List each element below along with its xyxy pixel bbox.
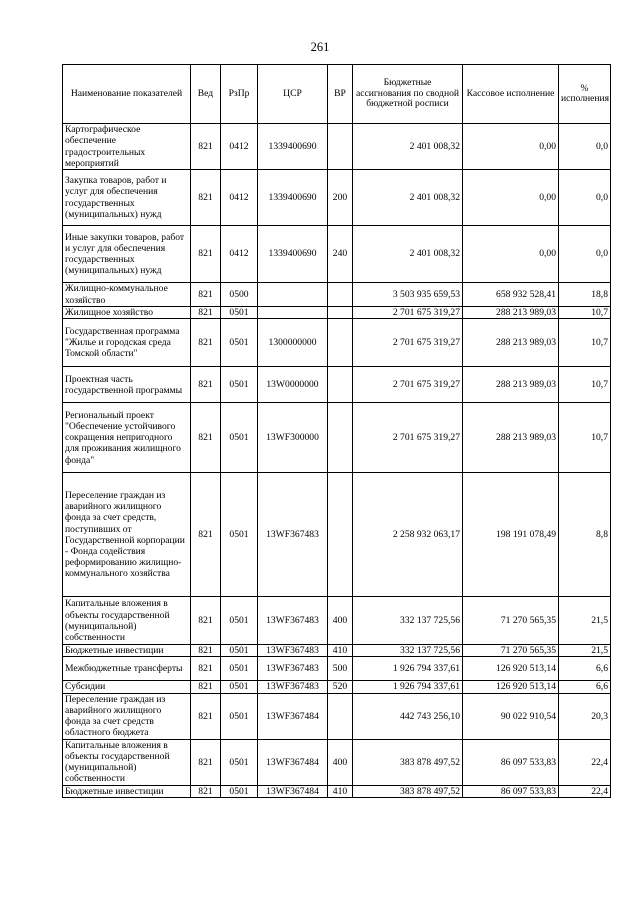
cell-ved: 821 <box>191 319 221 367</box>
cell-csr <box>258 307 328 319</box>
cell-rzpr: 0501 <box>221 693 258 739</box>
cell-budget: 1 926 794 337,61 <box>353 681 463 693</box>
cell-vr: 400 <box>328 739 353 785</box>
cell-vr <box>328 693 353 739</box>
cell-vr: 410 <box>328 785 353 797</box>
cell-ved: 821 <box>191 597 221 645</box>
table-row <box>63 283 611 307</box>
header-vr: ВР <box>328 65 353 124</box>
cell-rzpr: 0501 <box>221 319 258 367</box>
cell-budget: 2 401 008,32 <box>353 170 463 226</box>
cell-name: Бюджетные инвестиции <box>63 645 191 657</box>
cell-csr: 1339400690 <box>258 124 328 170</box>
table-row <box>63 226 611 283</box>
cell-ved: 821 <box>191 645 221 657</box>
cell-rzpr: 0412 <box>221 124 258 170</box>
table-body <box>63 124 611 798</box>
cell-csr: 13WF367483 <box>258 657 328 681</box>
cell-rzpr: 0501 <box>221 367 258 403</box>
cell-name: Переселение граждан из аварийного жилищного фонда за счет средств областного бюджета <box>63 693 191 739</box>
cell-percent: 10,7 <box>559 307 611 319</box>
cell-ved: 821 <box>191 739 221 785</box>
cell-ved: 821 <box>191 693 221 739</box>
cell-csr: 13WF367484 <box>258 785 328 797</box>
cell-rzpr: 0412 <box>221 226 258 283</box>
cell-csr: 13WF367484 <box>258 739 328 785</box>
cell-cash: 288 213 989,03 <box>463 319 559 367</box>
table-row <box>63 681 611 693</box>
cell-budget: 2 701 675 319,27 <box>353 367 463 403</box>
header-ved: Вед <box>191 65 221 124</box>
table-row <box>63 785 611 797</box>
cell-cash: 0,00 <box>463 170 559 226</box>
cell-budget: 332 137 725,56 <box>353 597 463 645</box>
table-row <box>63 473 611 597</box>
cell-percent: 21,5 <box>559 645 611 657</box>
cell-cash: 86 097 533,83 <box>463 785 559 797</box>
cell-cash: 71 270 565,35 <box>463 645 559 657</box>
cell-vr <box>328 367 353 403</box>
cell-rzpr: 0501 <box>221 597 258 645</box>
cell-vr: 410 <box>328 645 353 657</box>
cell-budget: 2 258 932 063,17 <box>353 473 463 597</box>
table-row <box>63 319 611 367</box>
table-row <box>63 739 611 785</box>
header-budget: Бюджетные ассигнования по сводной бюджетной росписи <box>353 65 463 124</box>
cell-budget: 383 878 497,52 <box>353 785 463 797</box>
cell-cash: 71 270 565,35 <box>463 597 559 645</box>
cell-percent: 0,0 <box>559 124 611 170</box>
budget-execution-table <box>62 64 611 798</box>
cell-ved: 821 <box>191 283 221 307</box>
cell-budget: 2 701 675 319,27 <box>353 307 463 319</box>
cell-budget: 2 701 675 319,27 <box>353 319 463 367</box>
cell-rzpr: 0501 <box>221 403 258 473</box>
page-number: 261 <box>310 40 330 54</box>
cell-rzpr: 0501 <box>221 739 258 785</box>
cell-vr <box>328 307 353 319</box>
cell-rzpr: 0501 <box>221 657 258 681</box>
cell-name: Иные закупки товаров, работ и услуг для обеспечения государственных (муниципальных) нужд <box>63 226 191 283</box>
cell-csr: 13WF367484 <box>258 693 328 739</box>
cell-vr <box>328 473 353 597</box>
cell-ved: 821 <box>191 226 221 283</box>
cell-budget: 3 503 935 659,53 <box>353 283 463 307</box>
cell-cash: 0,00 <box>463 124 559 170</box>
cell-csr: 13WF367483 <box>258 645 328 657</box>
cell-budget: 332 137 725,56 <box>353 645 463 657</box>
cell-vr <box>328 319 353 367</box>
cell-percent: 20,3 <box>559 693 611 739</box>
cell-budget: 1 926 794 337,61 <box>353 657 463 681</box>
cell-vr: 520 <box>328 681 353 693</box>
cell-vr <box>328 403 353 473</box>
cell-name: Субсидии <box>63 681 191 693</box>
cell-percent: 6,6 <box>559 657 611 681</box>
header-csr: ЦСР <box>258 65 328 124</box>
cell-vr: 500 <box>328 657 353 681</box>
cell-percent: 22,4 <box>559 785 611 797</box>
cell-vr <box>328 283 353 307</box>
cell-rzpr: 0412 <box>221 170 258 226</box>
cell-name: Межбюджетные трансферты <box>63 657 191 681</box>
cell-percent: 21,5 <box>559 597 611 645</box>
table-header-row <box>63 65 611 124</box>
cell-percent: 10,7 <box>559 319 611 367</box>
cell-ved: 821 <box>191 307 221 319</box>
cell-name: Закупка товаров, работ и услуг для обеспечения государственных (муниципальных) нужд <box>63 170 191 226</box>
cell-name: Жилищное хозяйство <box>63 307 191 319</box>
cell-cash: 288 213 989,03 <box>463 307 559 319</box>
cell-name: Жилищно-коммунальное хозяйство <box>63 283 191 307</box>
cell-percent: 22,4 <box>559 739 611 785</box>
cell-name: Переселение граждан из аварийного жилищного фонда за счет средств, поступивших от Государственной корпорации - Фонда содействия реформированию жилищно-коммунального хозяйства <box>63 473 191 597</box>
cell-rzpr: 0501 <box>221 785 258 797</box>
cell-rzpr: 0501 <box>221 681 258 693</box>
cell-name: Капитальные вложения в объекты государственной (муниципальной) собственности <box>63 597 191 645</box>
cell-budget: 2 401 008,32 <box>353 124 463 170</box>
cell-cash: 658 932 528,41 <box>463 283 559 307</box>
cell-budget: 2 701 675 319,27 <box>353 403 463 473</box>
cell-percent: 18,8 <box>559 283 611 307</box>
table-row <box>63 124 611 170</box>
cell-csr: 13WF367483 <box>258 681 328 693</box>
cell-name: Картографическое обеспечение градостроительных мероприятий <box>63 124 191 170</box>
table-row <box>63 307 611 319</box>
table-row <box>63 693 611 739</box>
cell-name: Бюджетные инвестиции <box>63 785 191 797</box>
cell-percent: 10,7 <box>559 367 611 403</box>
cell-cash: 0,00 <box>463 226 559 283</box>
cell-name: Проектная часть государственной программы <box>63 367 191 403</box>
cell-percent: 10,7 <box>559 403 611 473</box>
cell-cash: 126 920 513,14 <box>463 681 559 693</box>
table-row <box>63 367 611 403</box>
cell-csr: 1339400690 <box>258 226 328 283</box>
cell-csr <box>258 283 328 307</box>
cell-vr: 200 <box>328 170 353 226</box>
cell-percent: 0,0 <box>559 226 611 283</box>
cell-rzpr: 0501 <box>221 645 258 657</box>
cell-name: Региональный проект "Обеспечение устойчивого сокращения непригодного для проживания жилищного фонда" <box>63 403 191 473</box>
cell-csr: 1300000000 <box>258 319 328 367</box>
cell-ved: 821 <box>191 170 221 226</box>
cell-csr: 13W0000000 <box>258 367 328 403</box>
cell-ved: 821 <box>191 367 221 403</box>
cell-ved: 821 <box>191 124 221 170</box>
cell-csr: 13WF367483 <box>258 597 328 645</box>
cell-budget: 383 878 497,52 <box>353 739 463 785</box>
cell-ved: 821 <box>191 403 221 473</box>
cell-percent: 0,0 <box>559 170 611 226</box>
cell-name: Государственная программа "Жилье и городская среда Томской области" <box>63 319 191 367</box>
cell-cash: 90 022 910,54 <box>463 693 559 739</box>
cell-ved: 821 <box>191 657 221 681</box>
cell-percent: 6,6 <box>559 681 611 693</box>
cell-ved: 821 <box>191 681 221 693</box>
cell-cash: 288 213 989,03 <box>463 403 559 473</box>
cell-budget: 442 743 256,10 <box>353 693 463 739</box>
cell-vr: 400 <box>328 597 353 645</box>
cell-vr: 240 <box>328 226 353 283</box>
cell-ved: 821 <box>191 473 221 597</box>
table-row <box>63 645 611 657</box>
table-row <box>63 170 611 226</box>
cell-rzpr: 0501 <box>221 473 258 597</box>
cell-name: Капитальные вложения в объекты государственной (муниципальной) собственности <box>63 739 191 785</box>
header-rzpr: РзПр <box>221 65 258 124</box>
cell-cash: 86 097 533,83 <box>463 739 559 785</box>
cell-rzpr: 0500 <box>221 283 258 307</box>
header-percent: % исполнения <box>559 65 611 124</box>
cell-ved: 821 <box>191 785 221 797</box>
cell-csr: 1339400690 <box>258 170 328 226</box>
cell-cash: 126 920 513,14 <box>463 657 559 681</box>
header-name: Наименование показателей <box>63 65 191 124</box>
cell-cash: 288 213 989,03 <box>463 367 559 403</box>
cell-cash: 198 191 078,49 <box>463 473 559 597</box>
header-cash: Кассовое исполнение <box>463 65 559 124</box>
table-row <box>63 597 611 645</box>
table-row <box>63 657 611 681</box>
cell-percent: 8,8 <box>559 473 611 597</box>
cell-budget: 2 401 008,32 <box>353 226 463 283</box>
cell-csr: 13WF367483 <box>258 473 328 597</box>
cell-rzpr: 0501 <box>221 307 258 319</box>
cell-vr <box>328 124 353 170</box>
table-row <box>63 403 611 473</box>
cell-csr: 13WF300000 <box>258 403 328 473</box>
